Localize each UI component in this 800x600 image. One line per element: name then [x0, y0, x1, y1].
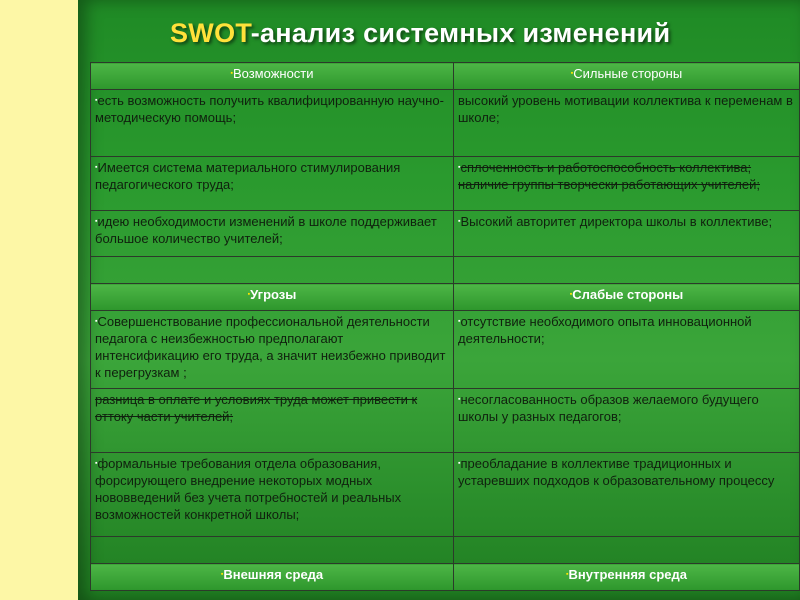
table-cell: [454, 311, 800, 389]
weaknesses-header: [454, 284, 800, 311]
table-cell: [91, 90, 454, 157]
weaknesses-header-label: Слабые стороны: [572, 287, 684, 302]
table-row: [91, 311, 800, 389]
weakness-text: преобладание в коллективе традиционных и устаревших подходов к образовательному процессу: [458, 456, 775, 488]
bullet-icon: ▪: [570, 70, 574, 77]
threats-header-label: Угрозы: [250, 287, 297, 302]
table-row: [91, 257, 800, 284]
table-cell: [91, 311, 454, 389]
bullet-icon: ▪: [95, 218, 98, 225]
table-row: [91, 157, 800, 211]
empty-cell: [454, 257, 800, 284]
strength-text: высокий уровень мотивации коллектива к переменам в школе;: [458, 93, 793, 125]
bullet-icon: ▪: [230, 70, 233, 77]
table-cell: [454, 389, 800, 453]
bullet-icon: ▪: [458, 460, 461, 467]
title-rest: -анализ системных изменений: [250, 18, 671, 48]
table-row: [91, 453, 800, 537]
table-row: [91, 537, 800, 564]
bullet-icon: ▪: [95, 164, 98, 171]
bullet-icon: ▪: [569, 291, 573, 298]
bullet-icon: ▪: [95, 460, 98, 467]
table-cell: [454, 90, 800, 157]
table-cell: [91, 157, 454, 211]
external-footer: [91, 564, 454, 591]
opportunity-text: есть возможность получить квалифицированную научно-методическую помощь;: [95, 93, 444, 125]
internal-footer: [454, 564, 800, 591]
bullet-icon: ▪: [95, 318, 98, 325]
bullet-icon: ▪: [458, 396, 461, 403]
strength-text: Высокий авторитет директора школы в коллективе;: [460, 214, 773, 229]
slide-title: [170, 18, 670, 49]
external-footer-label: Внешняя среда: [223, 567, 324, 582]
table-cell: [91, 211, 454, 257]
empty-cell: [91, 537, 454, 564]
bullet-icon: ▪: [220, 571, 224, 578]
weakness-text: отсутствие необходимого опыта инновационной деятельности;: [458, 314, 752, 346]
threat-text: разница в оплате и условиях труда может привести к оттоку части учителей;: [95, 392, 418, 424]
table-cell: [454, 453, 800, 537]
bullet-icon: ▪: [95, 97, 98, 104]
empty-cell: [454, 537, 800, 564]
strengths-header-label: Сильные стороны: [573, 66, 683, 81]
table-cell: [454, 157, 800, 211]
internal-footer-label: Внутренняя среда: [568, 567, 688, 582]
table-cell: [454, 211, 800, 257]
strengths-header: [454, 63, 800, 90]
weakness-text: несогласованность образов желаемого будущего школы у разных педагогов;: [458, 392, 759, 424]
strength-text: сплоченность и работоспособность коллектива; наличие группы творчески работающих учителей;: [458, 160, 760, 192]
table-row: [91, 63, 800, 90]
table-cell: [91, 453, 454, 537]
opportunity-text: идею необходимости изменений в школе поддерживает большое количество учителей;: [95, 214, 437, 246]
table-row: [91, 90, 800, 157]
table-row: [91, 389, 800, 453]
bullet-icon: ▪: [247, 291, 251, 298]
table-row: [91, 211, 800, 257]
opportunity-text: Имеется система материального стимулирования педагогического труда;: [95, 160, 401, 192]
table-row: [91, 284, 800, 311]
threat-text: Совершенствование профессиональной деятельности педагога с неизбежностью предполагают интенсификацию его труда, а значит неизбежно приводит к перегрузкам ;: [95, 314, 446, 380]
table-cell: [91, 389, 454, 453]
title-swot-prefix: SWOT: [170, 18, 251, 48]
bullet-icon: ▪: [458, 164, 461, 171]
bullet-icon: ▪: [458, 218, 461, 225]
opportunities-header-label: Возможности: [232, 66, 314, 81]
opportunities-header: [91, 63, 454, 90]
threats-header: [91, 284, 454, 311]
empty-cell: [91, 257, 454, 284]
swot-table: [90, 62, 800, 591]
bullet-icon: ▪: [565, 571, 569, 578]
threat-text: формальные требования отдела образования, форсирующего внедрение некоторых модных нововведений без учета потребностей и реальных возможностей конкретной школы;: [95, 456, 402, 522]
bullet-icon: ▪: [458, 318, 461, 325]
table-row: [91, 564, 800, 591]
